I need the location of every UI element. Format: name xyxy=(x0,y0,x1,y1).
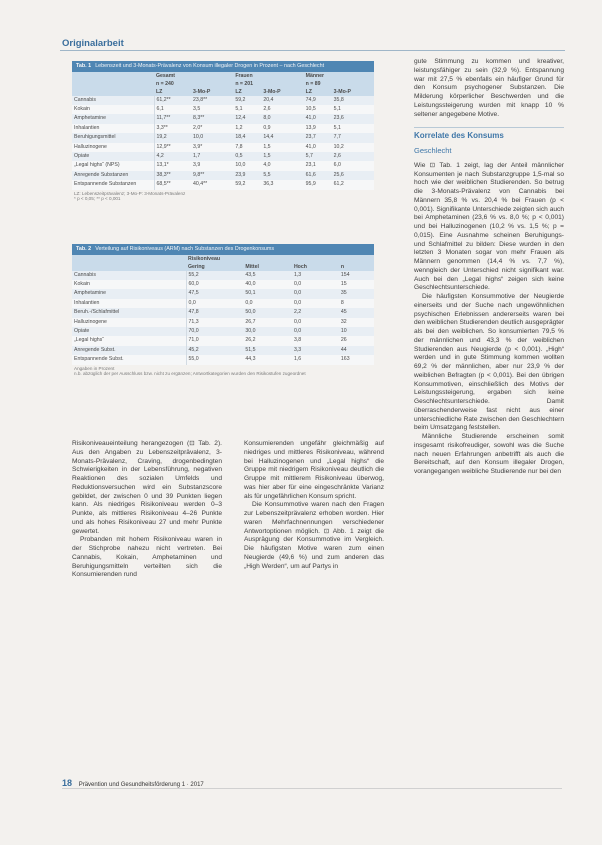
paragraph: Die häufigsten Konsummotive der Neugierde einerseits und der Suche nach ungewöhnlichen psychischen Erlebnissen andererseits waren bei den weiblichen Studierenden deutlich ausgeprägter als bei den weiblichen. So konsumierten 79,5 % der männlichen und 43,3 % der weiblichen Studierenden aus Neugierde (p < 0,001). „High“ werden und in gute Stimmung kommen wollten 69,2 % der männlichen, aber nur 23,9 % der weiblichen Befragten (p < 0,001). Bei den übrigen Konsummotiven, einschließlich des Motivs der Leistungssteigerung, ergaben sich keine Geschlechtsunterschiede. Damit überraschenderweise fast nicht aus einer unterschiedliche Rate zwischen den Geschlechtern beim Umsatzgang feststellen. xyxy=(414,293,564,432)
row-label: Kokain xyxy=(72,280,186,289)
table-cell: 40,4** xyxy=(191,180,233,189)
table-2-caption xyxy=(72,244,374,255)
table2-subcol-header: Gering xyxy=(186,263,243,271)
table-cell: 41,0 xyxy=(304,143,332,152)
row-label: Halluzinogene xyxy=(72,318,186,327)
table1-subcol-header: LZ xyxy=(304,88,332,96)
table-cell: 4,0 xyxy=(261,161,303,170)
table-cell: 8,0 xyxy=(261,114,303,123)
table-row xyxy=(72,355,374,364)
page-footer xyxy=(62,778,204,788)
table-2-footnotes xyxy=(72,365,374,378)
table-2-footnote: Angaben in Prozent xyxy=(74,365,115,371)
table-1-caption-text: Lebenszeit und 3-Monats-Prävalenz von Konsum illegaler Drogen in Prozent – nach Geschlecht xyxy=(95,63,325,69)
paragraph: Risikoniveaueinteilung herangezogen (⊡ Tab. 2). Aus den Angaben zu Lebenszeitprävalenz, 3-Monats-Prävalenz, Craving, drogenbedingten Schwierigkeiten in der Lebensführung, negativen Reaktionen des sozialen Umfelds und Reduktionsversuchen wird ein Substanzscore gebildet, der zwischen 0 und 39 Punkten liegen kann. Als niedriges Risikoniveau werden 0–3 Punkte, als mittleres Risikoniveau 4–26 Punkte und als hohes Risikoniveau 27 und mehr Punkte gewertet. xyxy=(72,440,222,535)
table-cell: 1,7 xyxy=(191,152,233,161)
table-cell: 68,5** xyxy=(154,180,191,189)
table-2-label: Tab. 2 xyxy=(76,246,92,252)
row-label: Inhalantien xyxy=(72,299,186,308)
table-row xyxy=(72,346,374,355)
table-cell: 15 xyxy=(339,280,374,289)
table1-subcol-header: 3-Mo-P xyxy=(191,88,233,96)
table-cell: 5,1 xyxy=(233,105,261,114)
table-2-group: Risikoniveau xyxy=(186,255,374,263)
table-cell: 10 xyxy=(339,327,374,336)
table-2-grid xyxy=(72,255,374,365)
table-cell: 23,9 xyxy=(233,171,261,180)
table-cell: 30,0 xyxy=(243,327,292,336)
row-label: Halluzinogene xyxy=(72,143,154,152)
row-label: Anregende Substanzen xyxy=(72,171,154,180)
table-row xyxy=(72,133,374,142)
table-2-corner xyxy=(72,255,186,263)
table-2-subheader-row xyxy=(72,263,374,271)
table-cell: 2,6 xyxy=(332,152,374,161)
table-cell: 13,1* xyxy=(154,161,191,170)
table-cell: 20,4 xyxy=(261,96,303,105)
table-1-caption xyxy=(72,61,374,72)
table-1-group: Gesamt n = 240 xyxy=(154,72,233,88)
row-label: Entspannende Subst. xyxy=(72,355,186,364)
table-cell: 2,0* xyxy=(191,124,233,133)
table-cell: 61,6 xyxy=(304,171,332,180)
row-label: Opiate xyxy=(72,327,186,336)
table-cell: 61,2** xyxy=(154,96,191,105)
table-row xyxy=(72,161,374,170)
table-2-caption-text: Verteilung auf Risikoniveaus (ARM) nach Substanzen des Drogenkonsums xyxy=(95,246,275,252)
table-cell: 23,6 xyxy=(332,114,374,123)
table-2-corner xyxy=(72,263,186,271)
row-label: „Legal highs“ (NPS) xyxy=(72,161,154,170)
table-cell: 32 xyxy=(339,318,374,327)
table-cell: 26 xyxy=(339,336,374,345)
table-cell: 0,0 xyxy=(243,299,292,308)
table-cell: 44 xyxy=(339,346,374,355)
table-cell: 51,5 xyxy=(243,346,292,355)
paragraph: gute Stimmung zu kommen und kreativer, leistungsfähiger zu sein (32,9 %). Entspannung war mit 27,5 % ebenfalls ein häufiger Grund für den Konsum psychogener Substanzen. Die Milderung körperlicher Beschwerden und die Leistungssteigerung wurden mit knapp 10 % seltener angegebene Motive. xyxy=(414,58,564,118)
paragraph: Probanden mit hohem Risikoniveau waren in der Stichprobe nahezu nicht vertreten. Bei Cannabis, Kokain, Amphetaminen und Beruhigungsmitteln verteilten sich die Konsumierenden rund xyxy=(72,536,222,579)
journal-name: Prävention und Gesundheitsförderung 1 · 2017 xyxy=(78,782,204,788)
table-cell: 35,8 xyxy=(332,96,374,105)
table-cell: 47,8 xyxy=(186,308,243,317)
table-cell: 18,4 xyxy=(233,133,261,142)
table-cell: 0,0 xyxy=(292,327,339,336)
table-row xyxy=(72,124,374,133)
table-cell: 11,7** xyxy=(154,114,191,123)
table-cell: 3,9* xyxy=(191,143,233,152)
table-cell: 10,0 xyxy=(233,161,261,170)
table-row xyxy=(72,318,374,327)
table-cell: 10,5 xyxy=(304,105,332,114)
footer-rule xyxy=(62,788,562,789)
table-cell: 60,0 xyxy=(186,280,243,289)
table2-subcol-header: Hoch xyxy=(292,263,339,271)
table-cell: 95,9 xyxy=(304,180,332,189)
table-row xyxy=(72,271,374,280)
table-cell: 19,2 xyxy=(154,133,191,142)
page-number: 18 xyxy=(62,778,73,788)
table-cell: 13,9 xyxy=(304,124,332,133)
row-label: Cannabis xyxy=(72,96,154,105)
table-cell: 6,1 xyxy=(154,105,191,114)
table-cell: 0,0 xyxy=(292,289,339,298)
table-cell: 25,6 xyxy=(332,171,374,180)
table-cell: 40,0 xyxy=(243,280,292,289)
table-1 xyxy=(72,61,374,203)
table-cell: 3,5 xyxy=(191,105,233,114)
table-row xyxy=(72,308,374,317)
table-row xyxy=(72,327,374,336)
table-cell: 35 xyxy=(339,289,374,298)
section-heading: Korrelate des Konsums xyxy=(414,131,504,141)
table-row xyxy=(72,180,374,189)
body-column-1 xyxy=(72,440,222,580)
table1-subcol-header: 3-Mo-P xyxy=(261,88,303,96)
table-cell: 0,0 xyxy=(292,318,339,327)
table-cell: 3,3 xyxy=(292,346,339,355)
subsection-heading: Geschlecht xyxy=(414,146,452,155)
section-rule xyxy=(414,127,564,128)
table-cell: 163 xyxy=(339,355,374,364)
table-cell: 3,9 xyxy=(191,161,233,170)
paragraph: Wie ⊡ Tab. 1 zeigt, lag der Anteil männlicher Konsumenten je nach Substanzgruppe 1,5-mal so hoch wie der weiblichen Studierenden. So betrug die 3-Monats-Prävalenz von Cannabis bei Männern 35,8 % vs. 20,4 % bei Frauen (p < 0,001). Signifikante Unterschiede zeigten sich auch bei Amphetaminen (23,6 % vs. 8,0 %; p < 0,001) und bei Halluzinogenen (10,2 % vs. 1,5 %; p = 0,015). Eine Ausnahme scheinen Beruhigungs- und Schlafmittel zu bilden: Diese wurden in den letzten 3 Monaten sogar von mehr Frauen als Männern genommen (14,4 % vs. 7,7 %), wenngleich der Unterschied nicht signifikant war. Auch bei den „Legal highs“ zeigen sich keine Geschlechtsunterschiede. xyxy=(414,161,564,292)
table-cell: 7,7 xyxy=(332,133,374,142)
table-cell: 0,0 xyxy=(292,299,339,308)
table-cell: 47,5 xyxy=(186,289,243,298)
table-cell: 59,2 xyxy=(233,96,261,105)
row-label: Amphetamine xyxy=(72,114,154,123)
table-cell: 43,5 xyxy=(243,271,292,280)
table-cell: 8,3** xyxy=(191,114,233,123)
table-row xyxy=(72,114,374,123)
row-label: Amphetamine xyxy=(72,289,186,298)
table-cell: 8 xyxy=(339,299,374,308)
table-row xyxy=(72,289,374,298)
table-cell: 12,9** xyxy=(154,143,191,152)
table-cell: 41,0 xyxy=(304,114,332,123)
row-label: Entspannende Substanzen xyxy=(72,180,154,189)
table-cell: 0,0 xyxy=(186,299,243,308)
table-cell: 12,4 xyxy=(233,114,261,123)
table-cell: 5,5 xyxy=(261,171,303,180)
table-1-footnote: * p < 0,05; ** p < 0,001 xyxy=(74,196,121,202)
row-label: Cannabis xyxy=(72,271,186,280)
row-label: Kokain xyxy=(72,105,154,114)
table-cell: 71,0 xyxy=(186,336,243,345)
table-cell: 23,1 xyxy=(304,161,332,170)
table-cell: 6,0 xyxy=(332,161,374,170)
table-cell: 50,0 xyxy=(243,308,292,317)
table-row xyxy=(72,96,374,105)
body-column-2 xyxy=(244,440,384,571)
paragraph: Konsumierenden ungefähr gleichmäßig auf niedriges und mittleres Risikoniveau, während bei Halluzinogenen und „Legal highs“ die Gruppe mit niedrigem Risikoniveau deutlich die Gruppe mit mittlerem Risikoniveau überwog, was hier aber für eine eingeschränkte Varianz als für ungefährlichen Konsum spricht. xyxy=(244,440,384,500)
table-cell: 0,9 xyxy=(261,124,303,133)
table-cell: 23,7 xyxy=(304,133,332,142)
table-1-corner xyxy=(72,72,154,88)
table-cell: 55,0 xyxy=(186,355,243,364)
table-1-subheader-row xyxy=(72,88,374,96)
section-tag: Originalarbeit xyxy=(62,38,124,49)
header-rule xyxy=(60,50,565,51)
table-cell: 26,7 xyxy=(243,318,292,327)
table-cell: 0,0 xyxy=(292,280,339,289)
table-cell: 50,1 xyxy=(243,289,292,298)
table-cell: 1,5 xyxy=(261,143,303,152)
table-cell: 23,8** xyxy=(191,96,233,105)
table-cell: 61,2 xyxy=(332,180,374,189)
table1-subcol-header: 3-Mo-P xyxy=(332,88,374,96)
table-row xyxy=(72,105,374,114)
table-cell: 5,7 xyxy=(304,152,332,161)
table-row xyxy=(72,280,374,289)
body-column-3 xyxy=(414,58,564,477)
table-cell: 70,0 xyxy=(186,327,243,336)
table-cell: 1,5 xyxy=(261,152,303,161)
table1-subcol-header: LZ xyxy=(233,88,261,96)
table-cell: 10,0 xyxy=(191,133,233,142)
table-1-footnote: LZ: Lebenszeitprävalenz; 3-Mo-P: 3-Monats-Prävalenz xyxy=(74,190,186,196)
table-1-footnotes xyxy=(72,190,374,203)
table-1-group: Männer n = 89 xyxy=(304,72,374,88)
table-cell: 14,4 xyxy=(261,133,303,142)
table-cell: 44,3 xyxy=(243,355,292,364)
paragraph: Männliche Studierende erscheinen somit insgesamt risikofreudiger, sowohl was die Suche nach neuen Erfahrungen anbetrifft als auch die Bereitschaft, auf den Konsum illegaler Drogen, vorangegangen weibliche Studierende nur bei den xyxy=(414,433,564,475)
table-cell: 59,2 xyxy=(233,180,261,189)
table-cell: 2,6 xyxy=(261,105,303,114)
table-cell: 74,9 xyxy=(304,96,332,105)
table-cell: 10,2 xyxy=(332,143,374,152)
table-cell: 3,3** xyxy=(154,124,191,133)
table-cell: 2,2 xyxy=(292,308,339,317)
paragraph: Die Konsummotive waren nach den Fragen zur Lebenszeitprävalenz erhoben worden. Hier waren Mehrfachnennungen verschiedener Antwortoptionen möglich. ⊡ Abb. 1 zeigt die Ausprägung der Konsummotive im Vergleich. Die häufigsten Motive waren zum einen Neugierde (49,6 %) und zum anderen das „High Werden“, um auf Partys in xyxy=(244,501,384,570)
table-1-grid xyxy=(72,72,374,190)
row-label: Beruhigungsmittel xyxy=(72,133,154,142)
table-row xyxy=(72,336,374,345)
table-cell: 1,2 xyxy=(233,124,261,133)
table-cell: 9,8** xyxy=(191,171,233,180)
table-cell: 1,6 xyxy=(292,355,339,364)
table-row xyxy=(72,171,374,180)
row-label: Opiate xyxy=(72,152,154,161)
table-2-group-row xyxy=(72,255,374,263)
table-1-group: Frauen n = 201 xyxy=(233,72,303,88)
row-label: „Legal highs“ xyxy=(72,336,186,345)
row-label: Anregende Subst. xyxy=(72,346,186,355)
table-1-group-row xyxy=(72,72,374,88)
table-cell: 3,8 xyxy=(292,336,339,345)
table-cell: 55,2 xyxy=(186,271,243,280)
table2-subcol-header: n xyxy=(339,263,374,271)
table-cell: 154 xyxy=(339,271,374,280)
row-label: Inhalantien xyxy=(72,124,154,133)
table-cell: 5,1 xyxy=(332,124,374,133)
table-row xyxy=(72,143,374,152)
table-row xyxy=(72,299,374,308)
table-cell: 26,2 xyxy=(243,336,292,345)
table-1-label: Tab. 1 xyxy=(76,63,92,69)
table-cell: 5,1 xyxy=(332,105,374,114)
table-2-footnote: n.b. abzüglich der per Ausschluss bzw. nicht zu ergänzen; Antwortkategorien wurden den Risikostufen zugeordnet xyxy=(74,371,306,377)
table-cell: 0,5 xyxy=(233,152,261,161)
table2-subcol-header: Mittel xyxy=(243,263,292,271)
table-cell: 36,3 xyxy=(261,180,303,189)
table-cell: 45,2 xyxy=(186,346,243,355)
table-cell: 4,2 xyxy=(154,152,191,161)
table-1-corner xyxy=(72,88,154,96)
row-label: Beruh.-/Schlafmittel xyxy=(72,308,186,317)
table1-subcol-header: LZ xyxy=(154,88,191,96)
table-row xyxy=(72,152,374,161)
table-2 xyxy=(72,244,374,378)
table-cell: 38,3** xyxy=(154,171,191,180)
table-cell: 7,8 xyxy=(233,143,261,152)
table-cell: 71,3 xyxy=(186,318,243,327)
table-cell: 1,3 xyxy=(292,271,339,280)
table-cell: 45 xyxy=(339,308,374,317)
